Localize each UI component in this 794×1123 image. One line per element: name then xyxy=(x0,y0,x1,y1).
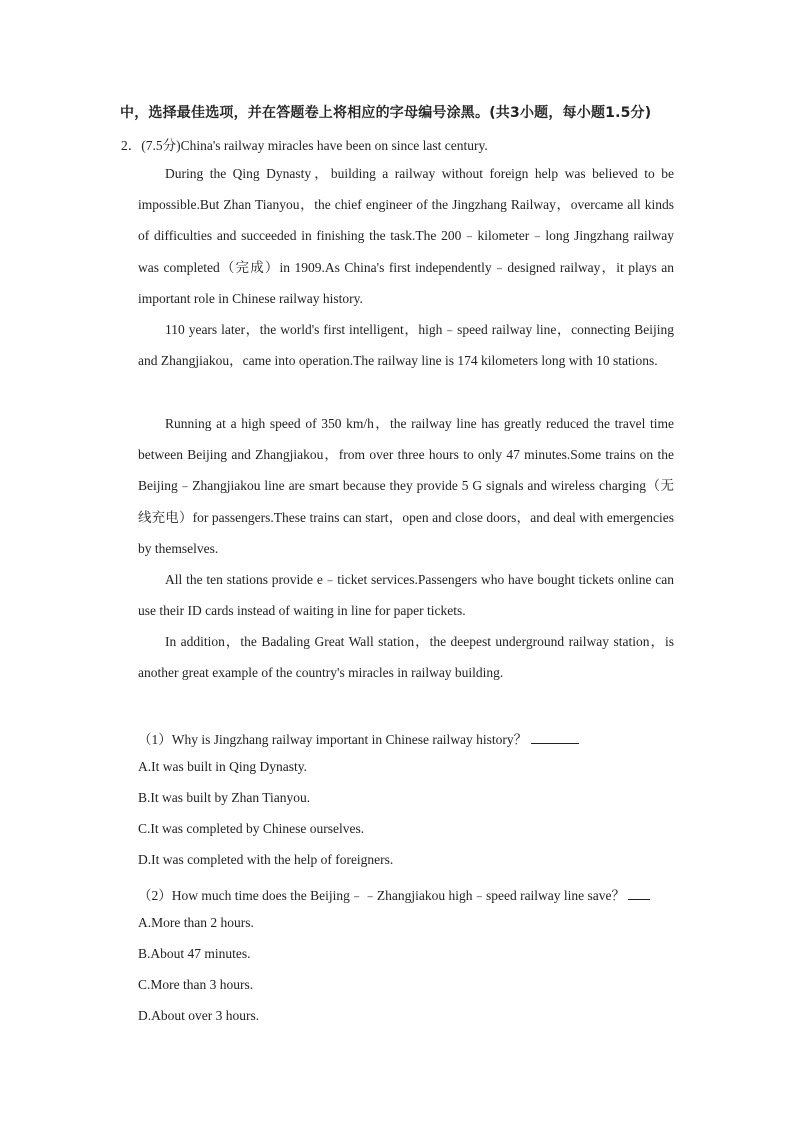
option-2-b[interactable]: B.About 47 minutes. xyxy=(138,946,251,961)
passage-paragraph-5: In addition，the Badaling Great Wall station，the deepest underground railway station，is another great example of the country's miracles in railway building. xyxy=(138,634,674,681)
sub-question-2-prompt: （2）How much time does the Beijing﹣﹣Zhangjiakou high﹣speed railway line save？ xyxy=(138,888,626,903)
option-1-c[interactable]: C.It was completed by Chinese ourselves. xyxy=(138,821,365,836)
passage-paragraph-1: During the Qing Dynasty，building a railway without foreign help was believed to be impossible.But Zhan Tianyou，the chief engineer of the Jingzhang Railway，overcame all kinds of difficulties and succeeded in finishing the task.The 200﹣kilometer﹣long Jingzhang railway was completed（完成）in 1909.As China's first independently﹣designed railway，it plays an important role in Chinese railway history. xyxy=(138,166,674,306)
sub-question-1 xyxy=(138,728,579,748)
passage-paragraph-2: 110 years later，the world's first intelligent，high﹣speed railway line，connecting Beijing and Zhangjiakou，came into operation.The railway line is 174 kilometers long with 10 stations. xyxy=(138,322,674,369)
question-intro: China's railway miracles have been on since last century. xyxy=(180,138,488,153)
option-2-d[interactable]: D.About over 3 hours. xyxy=(138,1008,260,1023)
passage-paragraph-3: Running at a high speed of 350 km/h，the railway line has greatly reduced the travel time between Beijing and Zhangjiakou，from over three hours to only 47 minutes.Some trains on the Beijing﹣Zhangjiakou line are smart because they provide 5 G signals and wireless charging（无线充电）for passengers.These trains can start，open and close doors，and deal with emergencies by themselves. xyxy=(138,416,674,556)
option-2-c[interactable]: C.More than 3 hours. xyxy=(138,977,254,992)
question-number-score: 2．(7.5分) xyxy=(121,138,181,153)
option-1-d[interactable]: D.It was completed with the help of foreigners. xyxy=(138,852,394,867)
passage-paragraph-4: All the ten stations provide e﹣ticket services.Passengers who have bought tickets online can use their ID cards instead of waiting in line for paper tickets. xyxy=(138,572,674,619)
question-title xyxy=(121,134,488,154)
section-instruction: 中，选择最佳选项，并在答题卷上将相应的字母编号涂黑。(共3小题，每小题1.5分) xyxy=(120,105,652,121)
option-2-a[interactable]: A.More than 2 hours. xyxy=(138,915,254,930)
option-1-b[interactable]: B.It was built by Zhan Tianyou. xyxy=(138,790,311,805)
sub-question-1-prompt: （1）Why is Jingzhang railway important in Chinese railway history？ xyxy=(138,732,528,747)
answer-blank-1[interactable] xyxy=(531,731,579,744)
answer-blank-2[interactable] xyxy=(628,887,650,900)
option-1-a[interactable]: A.It was built in Qing Dynasty. xyxy=(138,759,307,774)
sub-question-2 xyxy=(138,884,650,904)
